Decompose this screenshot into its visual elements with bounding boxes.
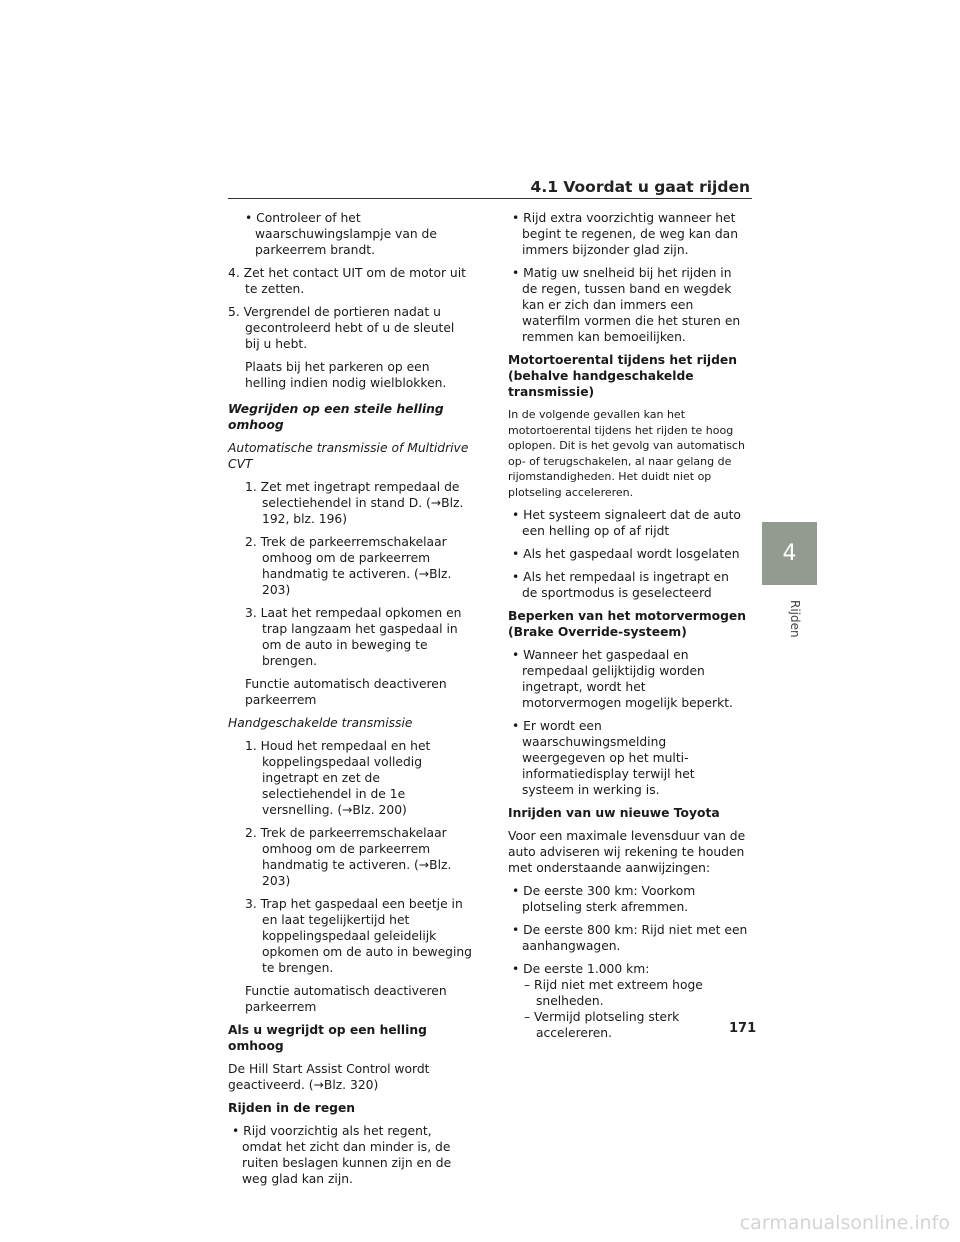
- section-heading: Inrijden van uw nieuwe Toyota: [508, 806, 720, 820]
- footer-watermark: carmanualsonline.info: [739, 1212, 950, 1234]
- step-item: 2. Trek de parkeerremschakelaar omhoog om de parkeerrem handmatig te activeren. (→Blz. 203): [245, 535, 452, 597]
- step-note: Plaats bij het parkeren op een helling indien nodig wielblokken.: [245, 360, 447, 390]
- chapter-tab-label: Rijden: [788, 600, 802, 638]
- list-item: • Matig uw snelheid bij het rijden in de regen, tussen band en wegdek kan er zich dan immers een waterfilm vormen die het sturen en remmen kan bemoeilijken.: [512, 266, 741, 344]
- list-item: • Als het rempedaal is ingetrapt en de sportmodus is geselecteerd: [512, 570, 729, 600]
- paragraph: De Hill Start Assist Control wordt geactiveerd. (→Blz. 320): [228, 1062, 430, 1092]
- page-number: 171: [729, 1021, 757, 1036]
- step-item: 1. Houd het rempedaal en het koppelingspedaal volledig ingetrapt en zet de selectiehendel in de 1e versnelling. (→Blz. 200): [245, 739, 431, 817]
- step-item: 5. Vergrendel de portieren nadat u gecontroleerd hebt of u de sleutel bij u hebt.: [228, 305, 455, 351]
- paragraph: Voor een maximale levensduur van de auto adviseren wij rekening te houden met onderstaande aanwijzingen:: [508, 829, 746, 875]
- subheading: Automatische transmissie of Multidrive CVT: [228, 441, 469, 471]
- chapter-tab[interactable]: [762, 522, 817, 585]
- chapter-tab-number: 4: [782, 541, 797, 566]
- section-heading: Motortoerental tijdens het rijden (behalve handgeschakelde transmissie): [508, 353, 738, 399]
- section-heading: Beperken van het motorvermogen (Brake Override-systeem): [508, 609, 746, 639]
- list-item: • Wanneer het gaspedaal en rempedaal gelijktijdig worden ingetrapt, wordt het motorvermogen mogelijk beperkt.: [512, 648, 733, 710]
- step-note: Functie automatisch deactiveren parkeerrem: [245, 677, 447, 707]
- section-heading: Als u wegrijdt op een helling omhoog: [228, 1023, 427, 1053]
- step-item: 1. Zet met ingetrapt rempedaal de selectiehendel in stand D. (→Blz. 192, blz. 196): [245, 480, 464, 526]
- step-item: 4. Zet het contact UIT om de motor uit te zetten.: [228, 266, 466, 296]
- list-item: • Rijd extra voorzichtig wanneer het begint te regenen, de weg kan dan immers bijzonder glad zijn.: [512, 211, 738, 257]
- list-item: • De eerste 1.000 km:: [512, 962, 650, 976]
- step-item: 3. Laat het rempedaal opkomen en trap langzaam het gaspedaal in om de auto in beweging te brengen.: [245, 606, 462, 668]
- section-heading: Rijden in de regen: [228, 1101, 356, 1115]
- sub-list-item: – Vermijd plotseling sterk accelereren.: [524, 1010, 680, 1040]
- step-note: Functie automatisch deactiveren parkeerrem: [245, 984, 447, 1014]
- sub-list-item: – Rijd niet met extreem hoge snelheden.: [524, 978, 703, 1008]
- paragraph: In de volgende gevallen kan het motortoerental tijdens het rijden te hoog oplopen. Dit is het gevolg van automatisch op- of terugschakelen, al naar gelang de rijomstandigheden. Het duidt niet op plotseling accelereren.: [508, 408, 745, 499]
- list-item: • De eerste 800 km: Rijd niet met een aanhangwagen.: [512, 923, 748, 953]
- subheading: Handgeschakelde transmissie: [228, 716, 413, 730]
- list-item: • De eerste 300 km: Voorkom plotseling sterk afremmen.: [512, 884, 696, 914]
- step-item: 3. Trap het gaspedaal een beetje in en laat tegelijkertijd het koppelingspedaal geleidelijk opkomen om de auto in beweging te brengen.: [245, 897, 472, 975]
- list-item: • Rijd voorzichtig als het regent, omdat het zicht dan minder is, de ruiten beslagen kunnen zijn en de weg glad kan zijn.: [232, 1124, 452, 1186]
- list-item: • Controleer of het waarschuwingslampje van de parkeerrem brandt.: [245, 211, 437, 257]
- header-rule: [228, 198, 752, 199]
- right-column: [508, 210, 748, 1041]
- section-header-title: 4.1 Voordat u gaat rijden: [530, 178, 750, 196]
- step-item: 2. Trek de parkeerremschakelaar omhoog om de parkeerrem handmatig te activeren. (→Blz. 203): [245, 826, 452, 888]
- left-column: [228, 210, 472, 1194]
- list-item: • Het systeem signaleert dat de auto een helling op of af rijdt: [512, 508, 741, 538]
- list-item: • Als het gaspedaal wordt losgelaten: [512, 547, 740, 561]
- list-item: • Er wordt een waarschuwingsmelding weergegeven op het multi-informatiedisplay terwijl het systeem in werking is.: [512, 719, 695, 797]
- section-heading: Wegrijden op een steile helling omhoog: [228, 402, 444, 432]
